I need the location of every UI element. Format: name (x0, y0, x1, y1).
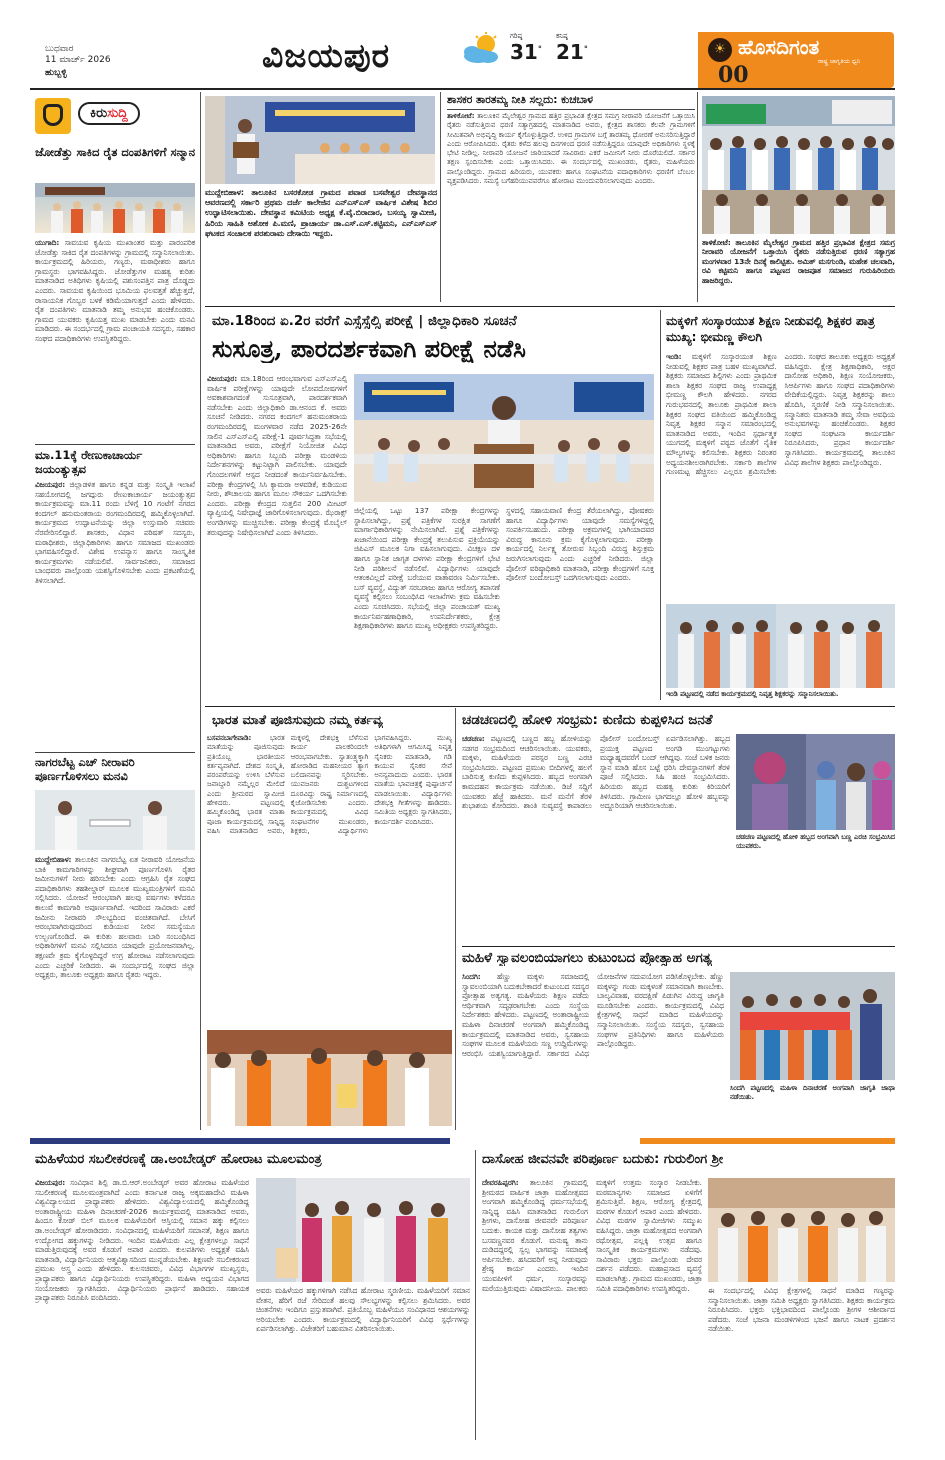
story3-body: ಮುದ್ದೇಬಿಹಾಳ: ತಾಲೂಕಿನ ನಾಗರಬೆಟ್ಟ ಏತ ನೀರಾವರಿ ಯೋಜನೆಯ ಬಾಕಿ ಕಾಮಗಾರಿಗಳನ್ನು ಶೀಘ್ರವಾಗಿ ಪೂರ್ಣಗೊಳಿಸಿ ರೈತರ ಜಮೀನುಗಳಿಗೆ ನೀರು ಹರಿಸಬೇಕು ಎಂದು ಆಗ್ರಹಿಸಿ ರೈತ ಸಂಘದ ಪದಾಧಿಕಾರಿಗಳು ತಹಶೀಲ್ದಾರ್ ಮೂಲಕ ಮುಖ್ಯಮಂತ್ರಿಗಳಿಗೆ ಮನವಿ ಸಲ್ಲಿಸಿದರು. ಯೋಜನೆ ಆರಂಭವಾಗಿ ಹಲವು ವರ್ಷಗಳು ಕಳೆದರೂ ಕಾಲುವೆ ಕಾಮಗಾರಿ ಅಪೂರ್ಣವಾಗಿದೆ. ಇದರಿಂದ ಸಾವಿರಾರು ಎಕರೆ ಜಮೀನು ನೀರಾವರಿ ಸೌಲಭ್ಯದಿಂದ ವಂಚಿತವಾಗಿದೆ. ಬೇಸಿಗೆ ಆರಂಭವಾಗಿರುವುದರಿಂದ ಕುಡಿಯುವ ನೀರಿನ ಸಮಸ್ಯೆಯೂ ಉಲ್ಬಣಗೊಂಡಿದೆ. ಈ ಕುರಿತು ಹಲವಾರು ಬಾರಿ ಸಂಬಂಧಿಸಿದ ಅಧಿಕಾರಿಗಳಿಗೆ ಮನವಿ ಸಲ್ಲಿಸಿದರೂ ಯಾವುದೇ ಪ್ರಯೋಜನವಾಗಿಲ್ಲ. ತಕ್ಷಣವೇ ಕ್ರಮ ಕೈಗೊಳ್ಳದಿದ್ದರೆ ಉಗ್ರ ಹೋರಾಟ ನಡೆಸಲಾಗುವುದು ಎಂದು ಎಚ್ಚರಿಕೆ ನೀಡಿದರು. ಈ ಸಂದರ್ಭದಲ್ಲಿ ಸಂಘದ ಜಿಲ್ಲಾ ಅಧ್ಯಕ್ಷರು, ತಾಲೂಕು ಅಧ್ಯಕ್ಷರು ಹಾಗೂ ರೈತರು ಇದ್ದರು. (35, 855, 195, 980)
brand-banner (698, 32, 894, 88)
temp-min: ಕನಿಷ್ಠ 21° (556, 32, 588, 64)
masthead-date: 11 ಮಾರ್ಚ್ 2026 (45, 55, 111, 65)
holi-headline: ಚಡಚಣದಲ್ಲಿ ಹೋಳಿ ಸಂಭ್ರಮ: ಕುಣಿದು ಕುಪ್ಪಳಿಸಿದ ಜನತೆ (462, 712, 713, 728)
exam-body-a: ವಿಜಯಪುರ: ಮಾ.18ರಿಂದ ಆರಂಭವಾಗುವ ಎಸ್ಎಸ್ಎಲ್ಸಿ ವಾರ್ಷಿಕ ಪರೀಕ್ಷೆಗಳನ್ನು ಯಾವುದೇ ಲೋಪದೋಷಗಳಿಗೆ ಅವಕಾಶವಾಗದಂತೆ ಸುಸೂತ್ರವಾಗಿ, ಪಾರದರ್ಶಕವಾಗಿ ನಡೆಸಬೇಕು ಎಂದು ಜಿಲ್ಲಾಧಿಕಾರಿ ಡಾ.ಆನಂದ ಕೆ. ಅವರು ಸೂಚನೆ ನೀಡಿದರು. ನಗರದ ಕಂದಗಲ್ ಹನುಮಂತರಾಯ ರಂಗಮಂದಿರದಲ್ಲಿ ಮಂಗಳವಾರ ನಡೆದ 2025-26ನೇ ಸಾಲಿನ ಎಸ್ಎಸ್ಎಲ್ಸಿ ಪರೀಕ್ಷೆ-1 ಪೂರ್ವಸಿದ್ಧತಾ ಸಭೆಯಲ್ಲಿ ಮಾತನಾಡಿದ ಅವರು, ಪರೀಕ್ಷೆಗೆ ನಿಯೋಜಿತ ವಿವಿಧ ಅಧಿಕಾರಿಗಳು ಹಾಗೂ ಸಿಬ್ಬಂದಿ ಪರೀಕ್ಷಾ ಮಂಡಳಿಯ ನಿರ್ದೇಶನಗಳನ್ನು ಕಟ್ಟುನಿಟ್ಟಾಗಿ ಪಾಲಿಸಬೇಕು. ಯಾವುದೇ ಗೊಂದಲಗಳಿಗೆ ಆಸ್ಪದ ನೀಡದಂತೆ ಕಾರ್ಯನಿರ್ವಹಿಸಬೇಕು. ಪರೀಕ್ಷಾ ಕೇಂದ್ರಗಳಲ್ಲಿ ಸಿಸಿ ಕ್ಯಾಮರಾ ಅಳವಡಿಕೆ, ಕುಡಿಯುವ ನೀರು, ಶೌಚಾಲಯ ಹಾಗೂ ಮೂಲ ಸೌಕರ್ಯ ಒದಗಿಸಬೇಕು ಎಂದರು. ಪರೀಕ್ಷಾ ಕೇಂದ್ರದ ಸುತ್ತಲಿನ 200 ಮೀಟರ್ ವ್ಯಾಪ್ತಿಯಲ್ಲಿ ನಿಷೇಧಾಜ್ಞೆ ಜಾರಿಗೊಳಿಸಲಾಗುವುದು. ಝೆರಾಕ್ಸ್ ಅಂಗಡಿಗಳನ್ನು ಮುಚ್ಚಿಸಬೇಕು. ಪರೀಕ್ಷಾ ಕೇಂದ್ರಕ್ಕೆ ಮೊಬೈಲ್ ತರುವುದನ್ನು ನಿಷೇಧಿಸಲಾಗಿದೆ ಎಂದು ತಿಳಿಸಿದರು. (207, 374, 347, 537)
story1-dateline: ಯುಗಾದಿ: (35, 238, 60, 247)
kirusuddi-label: ಕಿರುಸುದ್ದಿ (78, 102, 140, 125)
kuchabal-dateline: ತಾಳಿಕೋಟೆ: (447, 112, 475, 120)
dasoha-headline: ದಾಸೋಹ ಜೀವನವೇ ಪರಿಪೂರ್ಣ ಬದುಕು: ಗುರುಲಿಂಗ ಶ್ರೀ (482, 1152, 724, 1167)
women-headline: ಮಹಿಳೆ ಸ್ವಾವಲಂಬಿಯಾಗಲು ಕುಟುಂಬದ ಪ್ರೋತ್ಸಾಹ ಅಗತ್ಯ (462, 950, 712, 966)
color-bar-orange (640, 1138, 895, 1144)
exam-photo (354, 374, 654, 502)
holi-caption: ಚಡಚಣ ಪಟ್ಟಣದಲ್ಲಿ ಹೋಳಿ ಹಬ್ಬದ ಅಂಗವಾಗಿ ಬಣ್ಣ ಎರಚಿ ಸಂಭ್ರಮಿಸಿದ ಯುವಕರು. (736, 833, 895, 850)
protest-photo (702, 96, 895, 234)
temp-max-label: ಗರಿಷ್ಠ (510, 32, 523, 40)
ambedkar-photo (256, 1178, 470, 1282)
teacher-headline: ಮಕ್ಕಳಿಗೆ ಸಂಸ್ಕಾರಯುತ ಶಿಕ್ಷಣ ನೀಡುವಲ್ಲಿ ಶಿಕ್ಷಕರ ಪಾತ್ರ ಮುಖ್ಯ: ಭೀಮಣ್ಣ ಕೌಲಗಿ (666, 314, 875, 344)
brand-logo-icon: ☀ (708, 38, 732, 62)
story1-photo (35, 183, 195, 233)
women-dateline: ಸಿಂದಗಿ: (462, 972, 481, 981)
dasoha-body: ದೇವರಹಿಪ್ಪರಗಿ: ತಾಲೂಕಿನ ಗ್ರಾಮದಲ್ಲಿ ಶ್ರೀಮಠದ ವಾರ್ಷಿಕ ಜಾತ್ರಾ ಮಹೋತ್ಸವದ ಅಂಗವಾಗಿ ಹಮ್ಮಿಕೊಂಡಿದ್ದ ಧರ್ಮಸಭೆಯಲ್ಲಿ ಸಾನ್ನಿಧ್ಯ ವಹಿಸಿ ಮಾತನಾಡಿದ ಗುರುಲಿಂಗ ಶ್ರೀಗಳು, ದಾಸೋಹ ಜೀವನವೇ ಪರಿಪೂರ್ಣ ಬದುಕು. ಕಾಯಕ ಮತ್ತು ದಾಸೋಹ ತತ್ವಗಳು ಬಸವಣ್ಣನವರ ಕೊಡುಗೆ. ಮನುಷ್ಯ ತಾನು ದುಡಿದದ್ದರಲ್ಲಿ ಸ್ವಲ್ಪ ಭಾಗವನ್ನು ಸಮಾಜಕ್ಕೆ ಅರ್ಪಿಸಬೇಕು. ಹಸಿದವರಿಗೆ ಅನ್ನ ನೀಡುವುದು ಶ್ರೇಷ್ಠ ಕಾರ್ಯ ಎಂದರು. ಇಂದಿನ ಯುವಪೀಳಿಗೆ ಧರ್ಮ, ಸಂಸ್ಕಾರವನ್ನು ಮರೆಯುತ್ತಿರುವುದು ವಿಷಾದನೀಯ. ಪಾಲಕರು ಮಕ್ಕಳಿಗೆ ಉತ್ತಮ ಸಂಸ್ಕಾರ ನೀಡಬೇಕು. ಮಠಮಾನ್ಯಗಳು ಸಮಾಜದ ಏಳಿಗೆಗೆ ಶ್ರಮಿಸುತ್ತಿವೆ. ಶಿಕ್ಷಣ, ಆರೋಗ್ಯ ಕ್ಷೇತ್ರದಲ್ಲಿ ಮಠಗಳ ಕೊಡುಗೆ ಅಪಾರ ಎಂದು ಹೇಳಿದರು. ವಿವಿಧ ಮಠಗಳ ಸ್ವಾಮೀಜಿಗಳು ಸಮ್ಮುಖ ವಹಿಸಿದ್ದರು. ಜಾತ್ರಾ ಮಹೋತ್ಸವದ ಅಂಗವಾಗಿ ರಥೋತ್ಸವ, ಪಲ್ಲಕ್ಕಿ ಉತ್ಸವ ಹಾಗೂ ಸಾಂಸ್ಕೃತಿಕ ಕಾರ್ಯಕ್ರಮಗಳು ನಡೆದವು. ಸಾವಿರಾರು ಭಕ್ತರು ಪಾಲ್ಗೊಂಡು ದೇವರ ದರ್ಶನ ಪಡೆದರು. ಮಹಾಪ್ರಸಾದ ವ್ಯವಸ್ಥೆ ಮಾಡಲಾಗಿತ್ತು. ಗ್ರಾಮದ ಮುಖಂಡರು, ಜಾತ್ರಾ ಸಮಿತಿ ಪದಾಧಿಕಾರಿಗಳು ಉಪಸ್ಥಿತರಿದ್ದರು. (482, 1178, 702, 1293)
dasoha-photo (708, 1178, 895, 1282)
masthead-rule (30, 88, 895, 90)
bharata-headline: ಭಾರತ ಮಾತೆ ಪೂಜಿಸುವುದು ನಮ್ಮ ಕರ್ತವ್ಯ (212, 712, 383, 727)
story3-photo (35, 790, 195, 850)
exam-body-c: ಸ್ಥಳದಲ್ಲಿ ಸಹಾಯವಾಣಿ ಕೇಂದ್ರ ತೆರೆಯಲಾಗಿದ್ದು, ಪೋಷಕರು ಹಾಗೂ ವಿದ್ಯಾರ್ಥಿಗಳು ಯಾವುದೇ ಸಮಸ್ಯೆಗಳಿದ್ದಲ್ಲಿ ಸಂಪರ್ಕಿಸಬಹುದು. ಪರೀಕ್ಷಾ ಅಕ್ರಮಗಳಲ್ಲಿ ಭಾಗಿಯಾದವರ ವಿರುದ್ಧ ಕಾನೂನು ಕ್ರಮ ಕೈಗೊಳ್ಳಲಾಗುವುದು. ಪರೀಕ್ಷಾ ಕಾರ್ಯದಲ್ಲಿ ನಿರ್ಲಕ್ಷ್ಯ ತೋರುವ ಸಿಬ್ಬಂದಿ ವಿರುದ್ಧ ಶಿಸ್ತುಕ್ರಮ ಜರುಗಿಸಲಾಗುವುದು ಎಂದು ಎಚ್ಚರಿಕೆ ನೀಡಿದರು. ಜಿಲ್ಲಾ ಪೊಲೀಸ್ ವರಿಷ್ಠಾಧಿಕಾರಿ ಮಾತನಾಡಿ, ಪರೀಕ್ಷಾ ಕೇಂದ್ರಗಳಿಗೆ ಸೂಕ್ತ ಪೊಲೀಸ್ ಬಂದೋಬಸ್ತ್ ಒದಗಿಸಲಾಗುವುದು ಎಂದರು. (506, 506, 654, 583)
temp-max: ಗರಿಷ್ಠ 31° (510, 32, 542, 64)
bharata-dateline: ಬಸವನಬಾಗೇವಾಡಿ: (207, 734, 252, 742)
dasoha-body2: ಈ ಸಂದರ್ಭದಲ್ಲಿ ವಿವಿಧ ಕ್ಷೇತ್ರಗಳಲ್ಲಿ ಸಾಧನೆ ಮಾಡಿದ ಗಣ್ಯರನ್ನು ಸನ್ಮಾನಿಸಲಾಯಿತು. ಜಾತ್ರಾ ಸಮಿತಿ ಅಧ್ಯಕ್ಷರು ಸ್ವಾಗತಿಸಿದರು. ಶಿಕ್ಷಕರು ಕಾರ್ಯಕ್ರಮ ನಿರೂಪಿಸಿದರು. ಭಕ್ತರು ಭಕ್ತಿಭಾವದಿಂದ ಪಾಲ್ಗೊಂಡು ಶ್ರೀಗಳ ಆಶೀರ್ವಾದ ಪಡೆದರು. ಸಂಜೆ ಭಜನಾ ಮಂಡಳಿಗಳಿಂದ ಭಜನೆ ಹಾಗೂ ನಾಟಕ ಪ್ರದರ್ಶನ ನಡೆಯಿತು. (708, 1286, 895, 1334)
section-divider (35, 444, 195, 445)
holi-body: ಚಡಚಣ: ಪಟ್ಟಣದಲ್ಲಿ ಬಣ್ಣದ ಹಬ್ಬ ಹೋಳಿಯನ್ನು ಸಡಗರ ಸಂಭ್ರಮದಿಂದ ಆಚರಿಸಲಾಯಿತು. ಯುವಕರು, ಮಕ್ಕಳು, ಮಹಿಳೆಯರು ಪರಸ್ಪರ ಬಣ್ಣ ಎರಚಿ ಸಂಭ್ರಮಿಸಿದರು. ಪಟ್ಟಣದ ಪ್ರಮುಖ ಬೀದಿಗಳಲ್ಲಿ ಹಲಗೆ ಬಾರಿಸುತ್ತ ಕುಣಿದು ಕುಪ್ಪಳಿಸಿದರು. ಹಬ್ಬದ ಅಂಗವಾಗಿ ಕಾಮದಹನ ಕಾರ್ಯಕ್ರಮ ನಡೆಯಿತು. ಡಿಜೆ ಸದ್ದಿಗೆ ಯುವಕರು ಹೆಜ್ಜೆ ಹಾಕಿದರು. ಮನೆ ಮನೆಗೆ ತೆರಳಿ ಶುಭಾಶಯ ಕೋರಿದರು. ಶಾಂತಿ ಸುವ್ಯವಸ್ಥೆ ಕಾಪಾಡಲು ಪೊಲೀಸ್ ಬಂದೋಬಸ್ತ್ ಏರ್ಪಡಿಸಲಾಗಿತ್ತು. ಹಬ್ಬದ ಪ್ರಯುಕ್ತ ಪಟ್ಟಣದ ಅಂಗಡಿ ಮುಂಗಟ್ಟುಗಳು ಮಧ್ಯಾಹ್ನದವರೆಗೆ ಬಂದ್ ಆಗಿದ್ದವು. ಸಂಜೆ ಬಳಿಕ ಜನರು ಸ್ನಾನ ಮಾಡಿ ಹೊಸ ಬಟ್ಟೆ ಧರಿಸಿ ದೇವಸ್ಥಾನಗಳಿಗೆ ತೆರಳಿ ಪೂಜೆ ಸಲ್ಲಿಸಿದರು. ಸಿಹಿ ಹಂಚಿ ಸಂಭ್ರಮಿಸಿದರು. ಹಿರಿಯರು ಹಬ್ಬದ ಮಹತ್ವ ಕುರಿತು ಕಿರಿಯರಿಗೆ ತಿಳಿಸಿದರು. ಗ್ರಾಮೀಣ ಭಾಗದಲ್ಲೂ ಹೋಳಿ ಹಬ್ಬವನ್ನು ಅದ್ದೂರಿಯಾಗಿ ಆಚರಿಸಲಾಯಿತು. (462, 734, 730, 811)
column-rule (455, 708, 456, 1130)
teacher-dateline: ಇಂಡಿ: (666, 352, 682, 361)
page-number: 00 (718, 62, 749, 88)
ambedkar-headline: ಮಹಿಳೆಯರ ಸಬಲೀಕರಣಕ್ಕೆ ಡಾ.ಅಂಬೇಡ್ಕರ್ ಹೋರಾಟ ಮೂಲಮಂತ್ರ (35, 1152, 322, 1167)
section-divider (205, 306, 895, 307)
ambedkar-body2: ಅವರು ಮಹಿಳೆಯರ ಹಕ್ಕುಗಳಿಗಾಗಿ ನಡೆಸಿದ ಹೋರಾಟ ಸ್ಮರಣೀಯ. ಮಹಿಳೆಯರಿಗೆ ಸಮಾನ ವೇತನ, ಹೆರಿಗೆ ರಜೆ ಸೇರಿದಂತೆ ಹಲವು ಸೌಲಭ್ಯಗಳನ್ನು ಕಲ್ಪಿಸಲು ಶ್ರಮಿಸಿದರು. ಅವರ ಚಿಂತನೆಗಳು ಇಂದಿಗೂ ಪ್ರಸ್ತುತವಾಗಿವೆ. ಪ್ರತಿಯೊಬ್ಬ ಮಹಿಳೆಯೂ ಸಂವಿಧಾನದ ಆಶಯಗಳನ್ನು ಅರಿಯಬೇಕು ಎಂದರು. ಕಾರ್ಯಕ್ರಮದಲ್ಲಿ ವಿದ್ಯಾರ್ಥಿನಿಯರಿಗೆ ವಿವಿಧ ಸ್ಪರ್ಧೆಗಳನ್ನು ಏರ್ಪಡಿಸಲಾಗಿತ್ತು. ವಿಜೇತರಿಗೆ ಬಹುಮಾನ ವಿತರಿಸಲಾಯಿತು. (256, 1286, 470, 1334)
kuchabal-body: ತಾಳಿಕೋಟೆ: ತಾಲೂಕಿನ ಮೈಲೇಶ್ವರ ಗ್ರಾಮದ ಹತ್ತಿರ ಪ್ರಭಾವಿತ ಕ್ಷೇತ್ರದ ಸಮಗ್ರ ನೀರಾವರಿ ಯೋಜನೆಗೆ ಒತ್ತಾಯಿಸಿ ರೈತರು ನಡೆಸುತ್ತಿರುವ ಧರಣಿ ಸತ್ಯಾಗ್ರಹದಲ್ಲಿ ಮಾತನಾಡಿದ ಅವರು, ಕ್ಷೇತ್ರದ ಶಾಸಕರು ಕೆಲವೇ ಗ್ರಾಮಗಳಿಗೆ ಸೀಮಿತವಾಗಿ ಅಭಿವೃದ್ಧಿ ಕಾರ್ಯ ಕೈಗೊಳ್ಳುತ್ತಿದ್ದಾರೆ. ಉಳಿದ ಗ್ರಾಮಗಳ ಬಗ್ಗೆ ತಾರತಮ್ಯ ಧೋರಣೆ ಅನುಸರಿಸುತ್ತಿದ್ದಾರೆ ಎಂದು ಆರೋಪಿಸಿದರು. ರೈತರು ಕಳೆದ ಹಲವು ದಿನಗಳಿಂದ ಧರಣಿ ನಡೆಸುತ್ತಿದ್ದರೂ ಯಾವುದೇ ಅಧಿಕಾರಿಗಳು ಸ್ಥಳಕ್ಕೆ ಭೇಟಿ ನೀಡಿಲ್ಲ. ನೀರಾವರಿ ಯೋಜನೆ ಜಾರಿಯಾದರೆ ಸಾವಿರಾರು ಎಕರೆ ಜಮೀನಿಗೆ ನೀರು ದೊರೆಯಲಿದೆ. ಸರ್ಕಾರ ತಕ್ಷಣ ಸ್ಪಂದಿಸಬೇಕು ಎಂದು ಒತ್ತಾಯಿಸಿದರು. ಈ ಸಂದರ್ಭದಲ್ಲಿ ಮುಖಂಡರು, ರೈತರು, ಮಹಿಳೆಯರು ಪಾಲ್ಗೊಂಡಿದ್ದರು. ಗ್ರಾಮದ ಹಿರಿಯರು, ಯುವಕರು ಹಾಗೂ ಸಂಘಟನೆಯ ಪದಾಧಿಕಾರಿಗಳು ಧರಣಿಗೆ ಬೆಂಬಲ ವ್ಯಕ್ತಪಡಿಸಿದರು. ಸಮಸ್ಯೆ ಬಗೆಹರಿಯುವವರೆಗೂ ಹೋರಾಟ ಮುಂದುವರಿಸಲಾಗುವುದು ಎಂದರು. (447, 112, 695, 186)
holi-dateline: ಚಡಚಣ: (462, 734, 485, 743)
masthead-dateline (45, 44, 111, 79)
section-divider (205, 706, 895, 707)
teacher-caption: ಇಂಡಿ ಪಟ್ಟಣದಲ್ಲಿ ನಡೆದ ಕಾರ್ಯಕ್ರಮದಲ್ಲಿ ನಿವೃತ್ತ ಶಿಕ್ಷಕರನ್ನು ಸನ್ಮಾನಿಸಲಾಯಿತು. (666, 690, 839, 698)
women-body: ಸಿಂದಗಿ: ಹೆಣ್ಣು ಮಕ್ಕಳು ಸಮಾಜದಲ್ಲಿ ಸ್ವಾವಲಂಬಿಯಾಗಿ ಬದುಕಬೇಕಾದರೆ ಕುಟುಂಬದ ಸದಸ್ಯರ ಪ್ರೋತ್ಸಾಹ ಅತ್ಯಗತ್ಯ. ಮಹಿಳೆಯರು ಶಿಕ್ಷಣ ಪಡೆದು ಆರ್ಥಿಕವಾಗಿ ಸದೃಢರಾಗಬೇಕು ಎಂದು ಸಂಸ್ಥೆಯ ನಿರ್ದೇಶಕರು ಹೇಳಿದರು. ಪಟ್ಟಣದಲ್ಲಿ ಅಂತಾರಾಷ್ಟ್ರೀಯ ಮಹಿಳಾ ದಿನಾಚರಣೆ ಅಂಗವಾಗಿ ಹಮ್ಮಿಕೊಂಡಿದ್ದ ಕಾರ್ಯಕ್ರಮದಲ್ಲಿ ಮಾತನಾಡಿದ ಅವರು, ಸ್ವಸಹಾಯ ಸಂಘಗಳ ಮೂಲಕ ಮಹಿಳೆಯರು ಸಣ್ಣ ಉದ್ದಿಮೆಗಳನ್ನು ಆರಂಭಿಸಿ ಯಶಸ್ವಿಯಾಗುತ್ತಿದ್ದಾರೆ. ಸರ್ಕಾರದ ವಿವಿಧ ಯೋಜನೆಗಳ ಸದುಪಯೋಗ ಪಡಿಸಿಕೊಳ್ಳಬೇಕು. ಹೆಣ್ಣು ಮಕ್ಕಳನ್ನು ಗಂಡು ಮಕ್ಕಳಂತೆ ಸಮಾನವಾಗಿ ಕಾಣಬೇಕು. ಬಾಲ್ಯವಿವಾಹ, ವರದಕ್ಷಿಣೆ ಪಿಡುಗಿನ ವಿರುದ್ಧ ಜಾಗೃತಿ ಮೂಡಿಸಬೇಕು ಎಂದರು. ಕಾರ್ಯಕ್ರಮದಲ್ಲಿ ವಿವಿಧ ಕ್ಷೇತ್ರಗಳಲ್ಲಿ ಸಾಧನೆ ಮಾಡಿದ ಮಹಿಳೆಯರನ್ನು ಸನ್ಮಾನಿಸಲಾಯಿತು. ಸಂಸ್ಥೆಯ ಸದಸ್ಯರು, ಸ್ವಸಹಾಯ ಸಂಘಗಳ ಪ್ರತಿನಿಧಿಗಳು ಹಾಗೂ ಮಹಿಳೆಯರು ಪಾಲ್ಗೊಂಡಿದ್ದರು. (462, 972, 724, 1058)
story2-body: ವಿಜಯಪುರ: ಜಿಲ್ಲಾಡಳಿತ ಹಾಗೂ ಕನ್ನಡ ಮತ್ತು ಸಂಸ್ಕೃತಿ ಇಲಾಖೆ ಸಹಯೋಗದಲ್ಲಿ ಜಗದ್ಗುರು ರೇಣುಕಾಚಾರ್ಯ ಜಯಂತ್ಯುತ್ಸವ ಕಾರ್ಯಕ್ರಮವನ್ನು ಮಾ.11 ರಂದು ಬೆಳಿಗ್ಗೆ 10 ಗಂಟೆಗೆ ನಗರದ ಕಂದಗಲ್ ಹನುಮಂತರಾಯ ರಂಗಮಂದಿರದಲ್ಲಿ ಹಮ್ಮಿಕೊಳ್ಳಲಾಗಿದೆ. ಕಾರ್ಯಕ್ರಮದ ಉದ್ಘಾಟನೆಯನ್ನು ಜಿಲ್ಲಾ ಉಸ್ತುವಾರಿ ಸಚಿವರು ನೆರವೇರಿಸಲಿದ್ದಾರೆ. ಶಾಸಕರು, ವಿಧಾನ ಪರಿಷತ್ ಸದಸ್ಯರು, ಮಠಾಧೀಶರು, ಜಿಲ್ಲಾಧಿಕಾರಿಗಳು ಹಾಗೂ ಸಮಾಜದ ಮುಖಂಡರು ಭಾಗವಹಿಸಲಿದ್ದಾರೆ. ವಿಶೇಷ ಉಪನ್ಯಾಸ ಹಾಗೂ ಸಾಂಸ್ಕೃತಿಕ ಕಾರ್ಯಕ್ರಮಗಳು ನಡೆಯಲಿವೆ. ಸಾರ್ವಜನಿಕರು, ಸಮಾಜದ ಬಾಂಧವರು ಪಾಲ್ಗೊಂಡು ಯಶಸ್ವಿಗೊಳಿಸಬೇಕು ಎಂದು ಪ್ರಕಟಣೆಯಲ್ಲಿ ತಿಳಿಸಲಾಗಿದೆ. (35, 480, 195, 585)
section-divider (35, 752, 195, 753)
headline-rule (447, 109, 695, 110)
exam-dateline: ವಿಜಯಪುರ: (207, 374, 238, 383)
kuchabal-headline: ಶಾಸಕರ ತಾರತಮ್ಯ ನೀತಿ ಸಲ್ಲದು: ಕುಚಬಾಳ (447, 94, 593, 106)
column-rule (440, 92, 441, 302)
exam-headline: ಸುಸೂತ್ರ, ಪಾರದರ್ಶಕವಾಗಿ ಪರೀಕ್ಷೆ ನಡೆಸಿ (212, 334, 526, 363)
protest-caption: ತಾಳಿಕೋಟೆ: ತಾಲೂಕಿನ ಮೈಲೇಶ್ವರ ಗ್ರಾಮದ ಹತ್ತಿರ ಪ್ರಭಾವಿತ ಕ್ಷೇತ್ರದ ಸಮಗ್ರ ನೀರಾವರಿ ಯೋಜನೆಗೆ ಒತ್ತಾಯಿಸಿ ರೈತರು ನಡೆಸುತ್ತಿರುವ ಧರಣಿ ಸತ್ಯಾಗ್ರಹ ಮಂಗಳವಾರ 13ನೇ ದಿನಕ್ಕೆ ಕಾಲಿಟ್ಟಿತು. ಅಮಿತ್ ಮಸಗುಂಡಿ, ಮಹೇಶ ಚಲವಾದಿ, ರವಿ ಕಟ್ಟಿಮನಿ ಹಾಗೂ ಪಟ್ಟಣದ ರಾಜಪೂತ ಸಮಾಜದ ಗುರುಹಿರಿಯರು ಹಾಜರಿದ್ದರು. (702, 238, 895, 285)
column-rule (660, 310, 661, 700)
story3-dateline: ಮುದ್ದೇಬಿಹಾಳ: (35, 855, 72, 864)
kirusuddi-badge (30, 96, 198, 140)
exam-kicker: ಮಾ.18ರಿಂದ ಏ.2ರ ವರೆಗೆ ಎಸ್ಸೆಸ್ಸೆಲ್ಸಿ ಪರೀಕ್ಷೆ | ಜಿಲ್ಲಾಧಿಕಾರಿ ಸೂಚನೆ (212, 313, 517, 329)
temp-min-label: ಕನಿಷ್ಠ (556, 32, 568, 40)
nss-caption: ಮುದ್ದೇಬಿಹಾಳ: ತಾಲೂಕಿನ ಬಸರಕೋಡ ಗ್ರಾಮದ ಪವಾಡ ಬಸವೇಶ್ವರ ದೇವಸ್ಥಾನದ ಆವರಣದಲ್ಲಿ ಸರ್ಕಾರಿ ಪ್ರಥಮ ದರ್ಜೆ ಕಾಲೇಜಿನ ಎನ್ಎಸ್ಎಸ್ ವಾರ್ಷಿಕ ವಿಶೇಷ ಶಿಬಿರ ಉದ್ಘಾಟಿಸಲಾಯಿತು. ದೇವಸ್ಥಾನ ಕಮಿಟಿಯ ಅಧ್ಯಕ್ಷ ಕೆ.ವೈ.ಬಿರಾದಾರ, ಬಸಯ್ಯ ಸ್ವಾಮೀಜಿ, ಹಿರಿಯ ಸಾಹಿತಿ ಅಶೋಕ ಪಿ.ಮಣಿ, ಪ್ರಾಚಾರ್ಯ ಡಾ.ಎಸ್.ಎಸ್.ಕಟ್ಟಿಮನಿ, ಎನ್ಎಸ್ಎಸ್ ಘಟಕದ ಸಂಚಾಲಕ ಪರಶುರಾಮ ದೇಸಾಯಿ ಇದ್ದರು. (205, 188, 437, 238)
section-divider (462, 946, 895, 947)
hand-icon (35, 98, 71, 134)
story3-headline: ನಾಗರಬೆಟ್ಟ ಎಚ್ ನೀರಾವರಿ ಪೂರ್ಣಗೊಳಿಸಲು ಮನವಿ (35, 755, 135, 783)
dasoha-dateline: ದೇವರಹಿಪ್ಪರಗಿ: (482, 1178, 519, 1187)
masthead-city: ಹುಬ್ಬಳ್ಳಿ (45, 68, 67, 78)
ambedkar-body: ವಿಜಯಪುರ: ಸಂವಿಧಾನ ಶಿಲ್ಪಿ ಡಾ.ಬಿ.ಆರ್.ಅಂಬೇಡ್ಕರ್ ಅವರ ಹೋರಾಟ ಮಹಿಳೆಯರ ಸಬಲೀಕರಣಕ್ಕೆ ಮೂಲಮಂತ್ರವಾಗಿದೆ ಎಂದು ಕರ್ನಾಟಕ ರಾಜ್ಯ ಅಕ್ಕಮಹಾದೇವಿ ಮಹಿಳಾ ವಿಶ್ವವಿದ್ಯಾಲಯದ ಪ್ರಾಧ್ಯಾಪಕರು ಹೇಳಿದರು. ವಿಶ್ವವಿದ್ಯಾಲಯದಲ್ಲಿ ಹಮ್ಮಿಕೊಂಡಿದ್ದ ಅಂತಾರಾಷ್ಟ್ರೀಯ ಮಹಿಳಾ ದಿನಾಚರಣೆ-2026 ಕಾರ್ಯಕ್ರಮದಲ್ಲಿ ಮಾತನಾಡಿದ ಅವರು, ಹಿಂದೂ ಕೋಡ್ ಬಿಲ್ ಮೂಲಕ ಮಹಿಳೆಯರಿಗೆ ಆಸ್ತಿಯಲ್ಲಿ ಸಮಾನ ಹಕ್ಕು ಕಲ್ಪಿಸಲು ಡಾ.ಅಂಬೇಡ್ಕರ್ ಹೋರಾಡಿದರು. ಸಂವಿಧಾನದಲ್ಲಿ ಮಹಿಳೆಯರಿಗೆ ಸಮಾನತೆ, ಶಿಕ್ಷಣ ಹಾಗೂ ಉದ್ಯೋಗದ ಹಕ್ಕುಗಳನ್ನು ನೀಡಿದರು. ಇಂದಿನ ಮಹಿಳೆಯರು ಎಲ್ಲ ಕ್ಷೇತ್ರಗಳಲ್ಲೂ ಸಾಧನೆ ಮಾಡುತ್ತಿರುವುದಕ್ಕೆ ಅವರ ಕೊಡುಗೆ ಅಪಾರ ಎಂದರು. ಕುಲಪತಿಗಳು ಅಧ್ಯಕ್ಷತೆ ವಹಿಸಿ ಮಾತನಾಡಿ, ವಿದ್ಯಾರ್ಥಿನಿಯರು ಆತ್ಮವಿಶ್ವಾಸದಿಂದ ಮುನ್ನಡೆಯಬೇಕು. ಶಿಕ್ಷಣವೇ ಸಬಲೀಕರಣದ ಪ್ರಮುಖ ಅಸ್ತ್ರ ಎಂದು ಹೇಳಿದರು. ಕುಲಸಚಿವರು, ವಿವಿಧ ವಿಭಾಗಗಳ ಮುಖ್ಯಸ್ಥರು, ಪ್ರಾಧ್ಯಾಪಕರು ಹಾಗೂ ವಿದ್ಯಾರ್ಥಿನಿಯರು ಉಪಸ್ಥಿತರಿದ್ದರು. ಮಹಿಳಾ ಅಧ್ಯಯನ ವಿಭಾಗದ ಸಂಯೋಜಕರು ಸ್ವಾಗತಿಸಿದರು. ವಿದ್ಯಾರ್ಥಿನಿಯರು ಪ್ರಾರ್ಥನೆ ಹಾಡಿದರು. ಸಹಾಯಕ ಪ್ರಾಧ್ಯಾಪಕರು ನಿರೂಪಿಸಿ ವಂದಿಸಿದರು. (35, 1178, 249, 1303)
brand-name: ಹೊಸದಿಗಂತ (738, 35, 820, 59)
story2-dateline: ವಿಜಯಪುರ: (35, 480, 66, 489)
story1-headline: ಜೋಡೆತ್ತು ಸಾಕಿದ ರೈತ ದಂಪತಿಗಳಿಗೆ ಸನ್ಮಾನ (35, 145, 195, 159)
brand-tagline: ರಾಷ್ಟ್ರ ಜಾಗೃತಿಯ ಧ್ವನಿ (818, 58, 861, 65)
teacher-body: ಇಂಡಿ: ಮಕ್ಕಳಿಗೆ ಸಂಸ್ಕಾರಯುತ ಶಿಕ್ಷಣ ನೀಡುವಲ್ಲಿ ಶಿಕ್ಷಕರ ಪಾತ್ರ ಬಹಳ ಮುಖ್ಯವಾಗಿದೆ. ಶಿಕ್ಷಕರು ಸಮಾಜದ ಶಿಲ್ಪಿಗಳು ಎಂದು ಪ್ರಾಥಮಿಕ ಶಾಲಾ ಶಿಕ್ಷಕರ ಸಂಘದ ರಾಜ್ಯ ಉಪಾಧ್ಯಕ್ಷ ಭೀಮಣ್ಣ ಕೌಲಗಿ ಹೇಳಿದರು. ನಗರದ ಗುರುಭವನದಲ್ಲಿ ತಾಲೂಕು ಪ್ರಾಥಮಿಕ ಶಾಲಾ ಶಿಕ್ಷಕರ ಸಂಘದ ವತಿಯಿಂದ ಹಮ್ಮಿಕೊಂಡಿದ್ದ ನಿವೃತ್ತ ಶಿಕ್ಷಕರ ಸನ್ಮಾನ ಸಮಾರಂಭದಲ್ಲಿ ಮಾತನಾಡಿದ ಅವರು, ಇಂದಿನ ಸ್ಪರ್ಧಾತ್ಮಕ ಯುಗದಲ್ಲಿ ಮಕ್ಕಳಿಗೆ ಪಠ್ಯದ ಜೊತೆಗೆ ನೈತಿಕ ಮೌಲ್ಯಗಳನ್ನು ಕಲಿಸಬೇಕು. ಶಿಕ್ಷಕರು ನಿರಂತರ ಅಧ್ಯಯನಶೀಲರಾಗಿರಬೇಕು. ಸರ್ಕಾರಿ ಶಾಲೆಗಳ ಗುಣಮಟ್ಟ ಹೆಚ್ಚಿಸಲು ಎಲ್ಲರೂ ಶ್ರಮಿಸಬೇಕು ಎಂದರು. ಸಂಘದ ತಾಲೂಕು ಅಧ್ಯಕ್ಷರು ಅಧ್ಯಕ್ಷತೆ ವಹಿಸಿದ್ದರು. ಕ್ಷೇತ್ರ ಶಿಕ್ಷಣಾಧಿಕಾರಿ, ಅಕ್ಷರ ದಾಸೋಹ ಅಧಿಕಾರಿ, ಶಿಕ್ಷಣ ಸಂಯೋಜಕರು, ಸಿಆರ್ಪಿಗಳು ಹಾಗೂ ಸಂಘದ ಪದಾಧಿಕಾರಿಗಳು ವೇದಿಕೆಯಲ್ಲಿದ್ದರು. ನಿವೃತ್ತ ಶಿಕ್ಷಕರನ್ನು ಶಾಲು ಹೊದಿಸಿ, ಸ್ಮರಣಿಕೆ ನೀಡಿ ಸನ್ಮಾನಿಸಲಾಯಿತು. ಸನ್ಮಾನಿತರು ಮಾತನಾಡಿ ತಮ್ಮ ಸೇವಾ ಅವಧಿಯ ಅನುಭವಗಳನ್ನು ಹಂಚಿಕೊಂಡರು. ಶಿಕ್ಷಕರ ಸಂಘದ ಸಂಘಟನಾ ಕಾರ್ಯದರ್ಶಿ ನಿರೂಪಿಸಿದರು, ಪ್ರಧಾನ ಕಾರ್ಯದರ್ಶಿ ಸ್ವಾಗತಿಸಿದರು. ಕಾರ್ಯಕ್ರಮದಲ್ಲಿ ತಾಲೂಕಿನ ವಿವಿಧ ಶಾಲೆಗಳ ಶಿಕ್ಷಕರು ಪಾಲ್ಗೊಂಡಿದ್ದರು. (666, 352, 895, 477)
nss-photo (205, 96, 435, 184)
weather-icon (458, 32, 504, 66)
exam-body-b: ಜಿಲ್ಲೆಯಲ್ಲಿ ಒಟ್ಟು 137 ಪರೀಕ್ಷಾ ಕೇಂದ್ರಗಳನ್ನು ಸ್ಥಾಪಿಸಲಾಗಿದ್ದು, ಪ್ರಶ್ನೆ ಪತ್ರಿಕೆಗಳ ಸುರಕ್ಷಿತ ಸಾಗಣೆಗೆ ಮಾರ್ಗಾಧಿಕಾರಿಗಳನ್ನು ನೇಮಿಸಲಾಗಿದೆ. ಪ್ರಶ್ನೆ ಪತ್ರಿಕೆಗಳನ್ನು ಖಜಾನೆಯಿಂದ ಪರೀಕ್ಷಾ ಕೇಂದ್ರಕ್ಕೆ ತಲುಪಿಸುವ ಪ್ರಕ್ರಿಯೆಯನ್ನು ಜಿಪಿಎಸ್ ಮೂಲಕ ನಿಗಾ ವಹಿಸಲಾಗುವುದು. ವಿಚಕ್ಷಣ ದಳ ಹಾಗೂ ಸ್ಥಾನಿಕ ಜಾಗೃತ ದಳಗಳು ಪರೀಕ್ಷಾ ಕೇಂದ್ರಗಳಿಗೆ ಭೇಟಿ ನೀಡಿ ಪರಿಶೀಲನೆ ನಡೆಸಲಿವೆ. ವಿದ್ಯಾರ್ಥಿಗಳು ಯಾವುದೇ ಆತಂಕವಿಲ್ಲದೆ ಪರೀಕ್ಷೆ ಬರೆಯುವ ವಾತಾವರಣ ನಿರ್ಮಿಸಬೇಕು. ಬಸ್ ವ್ಯವಸ್ಥೆ, ವಿದ್ಯುತ್ ಸರಬರಾಜು ಹಾಗೂ ಆರೋಗ್ಯ ತಪಾಸಣೆ ವ್ಯವಸ್ಥೆ ಕಲ್ಪಿಸಲು ಸಂಬಂಧಿಸಿದ ಇಲಾಖೆಗಳು ಕ್ರಮ ವಹಿಸಬೇಕು ಎಂದು ಸೂಚಿಸಿದರು. ಸಭೆಯಲ್ಲಿ ಜಿಲ್ಲಾ ಪಂಚಾಯತ್ ಮುಖ್ಯ ಕಾರ್ಯನಿರ್ವಹಣಾಧಿಕಾರಿ, ಉಪನಿರ್ದೇಶಕರು, ಕ್ಷೇತ್ರ ಶಿಕ್ಷಣಾಧಿಕಾರಿಗಳು ಹಾಗೂ ಮುಖ್ಯ ಅಧೀಕ್ಷಕರು ಉಪಸ್ಥಿತರಿದ್ದರು. (354, 506, 500, 631)
column-rule (475, 1150, 476, 1440)
women-photo (730, 972, 895, 1080)
bharata-photo (207, 1030, 452, 1126)
ambedkar-dateline: ವಿಜಯಪುರ: (35, 1178, 66, 1187)
holi-photo (736, 734, 895, 830)
edition-title: ವಿಜಯಪುರ (262, 36, 391, 75)
color-bar-navy (30, 1138, 450, 1144)
teacher-photo (666, 604, 895, 688)
masthead-day: ಬುಧವಾರ (45, 44, 74, 54)
story1-body: ಯುಗಾದಿ: ಸಾವಯವ ಕೃಷಿಯ ಮುಖಾಂತರ ಮತ್ತು ಪಾರಂಪರಿಕ ಜೋಡೆತ್ತು ಸಾಕಿದ ರೈತ ದಂಪತಿಗಳನ್ನು ಗ್ರಾಮದಲ್ಲಿ ಸನ್ಮಾನಿಸಲಾಯಿತು. ಕಾರ್ಯಕ್ರಮದಲ್ಲಿ ಹಿರಿಯರು, ಗಣ್ಯರು, ಮಠಾಧೀಶರು ಹಾಗೂ ಗ್ರಾಮಸ್ಥರು ಭಾಗವಹಿಸಿದ್ದರು. ಜೋಡೆತ್ತುಗಳ ಮಹತ್ವ ಕುರಿತು ಮಾತನಾಡಿದ ಅತಿಥಿಗಳು ಕೃಷಿಯಲ್ಲಿ ಪಶುಸಂಪತ್ತಿನ ಪಾತ್ರ ದೊಡ್ಡದು ಎಂದರು. ಸಾವಯವ ಕೃಷಿಯಿಂದ ಭೂಮಿಯ ಫಲವತ್ತತೆ ಹೆಚ್ಚುತ್ತದೆ, ರಾಸಾಯನಿಕ ಗೊಬ್ಬರ ಬಳಕೆ ಕಡಿಮೆಯಾಗುತ್ತದೆ ಎಂದು ಹೇಳಿದರು. ರೈತ ದಂಪತಿಗಳು ಮಾತನಾಡಿ ತಮ್ಮ ಅನುಭವ ಹಂಚಿಕೊಂಡರು. ಗ್ರಾಮದ ಯುವಕರು ಕೃಷಿಯತ್ತ ಮುಖ ಮಾಡಬೇಕು ಎಂದು ಮನವಿ ಮಾಡಿದರು. ಈ ಸಂದರ್ಭದಲ್ಲಿ ಗ್ರಾಮ ಪಂಚಾಯತಿ ಸದಸ್ಯರು, ಸಹಕಾರ ಸಂಘದ ಪದಾಧಿಕಾರಿಗಳು ಉಪಸ್ಥಿತರಿದ್ದರು. (35, 238, 195, 343)
bharata-body: ಬಸವನಬಾಗೇವಾಡಿ: ಭಾರತ ಮಾತೆಯನ್ನು ಪೂಜಿಸುವುದು ಪ್ರತಿಯೊಬ್ಬ ಭಾರತೀಯನ ಕರ್ತವ್ಯವಾಗಿದೆ. ದೇಶದ ಸಂಸ್ಕೃತಿ, ಪರಂಪರೆಯನ್ನು ಉಳಿಸಿ ಬೆಳೆಸುವ ಜವಾಬ್ದಾರಿ ನಮ್ಮೆಲ್ಲರ ಮೇಲಿದೆ ಎಂದು ಶ್ರೀಮಠದ ಸ್ವಾಮೀಜಿ ಹೇಳಿದರು. ಪಟ್ಟಣದಲ್ಲಿ ಹಮ್ಮಿಕೊಂಡಿದ್ದ ಭಾರತ ಮಾತಾ ಪೂಜಾ ಕಾರ್ಯಕ್ರಮದಲ್ಲಿ ಸಾನ್ನಿಧ್ಯ ವಹಿಸಿ ಮಾತನಾಡಿದ ಅವರು, ಮಕ್ಕಳಲ್ಲಿ ದೇಶಭಕ್ತಿ ಬೆಳೆಸುವ ಕಾರ್ಯ ಪಾಲಕರಿಂದಲೇ ಆರಂಭವಾಗಬೇಕು. ಸ್ವಾತಂತ್ರ್ಯಕ್ಕಾಗಿ ಹೋರಾಡಿದ ಮಹನೀಯರ ತ್ಯಾಗ ಬಲಿದಾನವನ್ನು ಸ್ಮರಿಸಬೇಕು. ಯುವಜನರು ದುಶ್ಚಟಗಳಿಂದ ದೂರವಿದ್ದು ರಾಷ್ಟ್ರ ನಿರ್ಮಾಣದಲ್ಲಿ ಕೈಜೋಡಿಸಬೇಕು ಎಂದರು. ಕಾರ್ಯಕ್ರಮದಲ್ಲಿ ವಿವಿಧ ಸಂಘಟನೆಗಳ ಮುಖಂಡರು, ಶಿಕ್ಷಕರು, ವಿದ್ಯಾರ್ಥಿಗಳು ಭಾಗವಹಿಸಿದ್ದರು. ಮುಖ್ಯ ಅತಿಥಿಗಳಾಗಿ ಆಗಮಿಸಿದ್ದ ನಿವೃತ್ತ ಸೈನಿಕರು ಮಾತನಾಡಿ, ಗಡಿ ಕಾಯುವ ಸೈನಿಕರ ಸೇವೆ ಅನನ್ಯವಾದುದು ಎಂದರು. ಭಾರತ ಮಾತೆಯ ಭಾವಚಿತ್ರಕ್ಕೆ ಪುಷ್ಪಾರ್ಚನೆ ಮಾಡಲಾಯಿತು. ವಿದ್ಯಾರ್ಥಿಗಳು ದೇಶಭಕ್ತಿ ಗೀತೆಗಳನ್ನು ಹಾಡಿದರು. ಸಮಿತಿಯ ಅಧ್ಯಕ್ಷರು ಸ್ವಾಗತಿಸಿದರು, ಕಾರ್ಯದರ್ಶಿ ವಂದಿಸಿದರು. (207, 734, 452, 835)
women-caption: ಸಿಂದಗಿ ಪಟ್ಟಣದಲ್ಲಿ ಮಹಿಳಾ ದಿನಾಚರಣೆ ಅಂಗವಾಗಿ ಜಾಗೃತಿ ಜಾಥಾ ನಡೆಯಿತು. (730, 1084, 895, 1101)
story2-headline: ಮಾ.11ಕ್ಕೆ ರೇಣುಕಾಚಾರ್ಯ ಜಯಂತ್ಯುತ್ಸವ (35, 448, 143, 476)
column-rule (697, 92, 698, 302)
column-rule (200, 92, 201, 1130)
